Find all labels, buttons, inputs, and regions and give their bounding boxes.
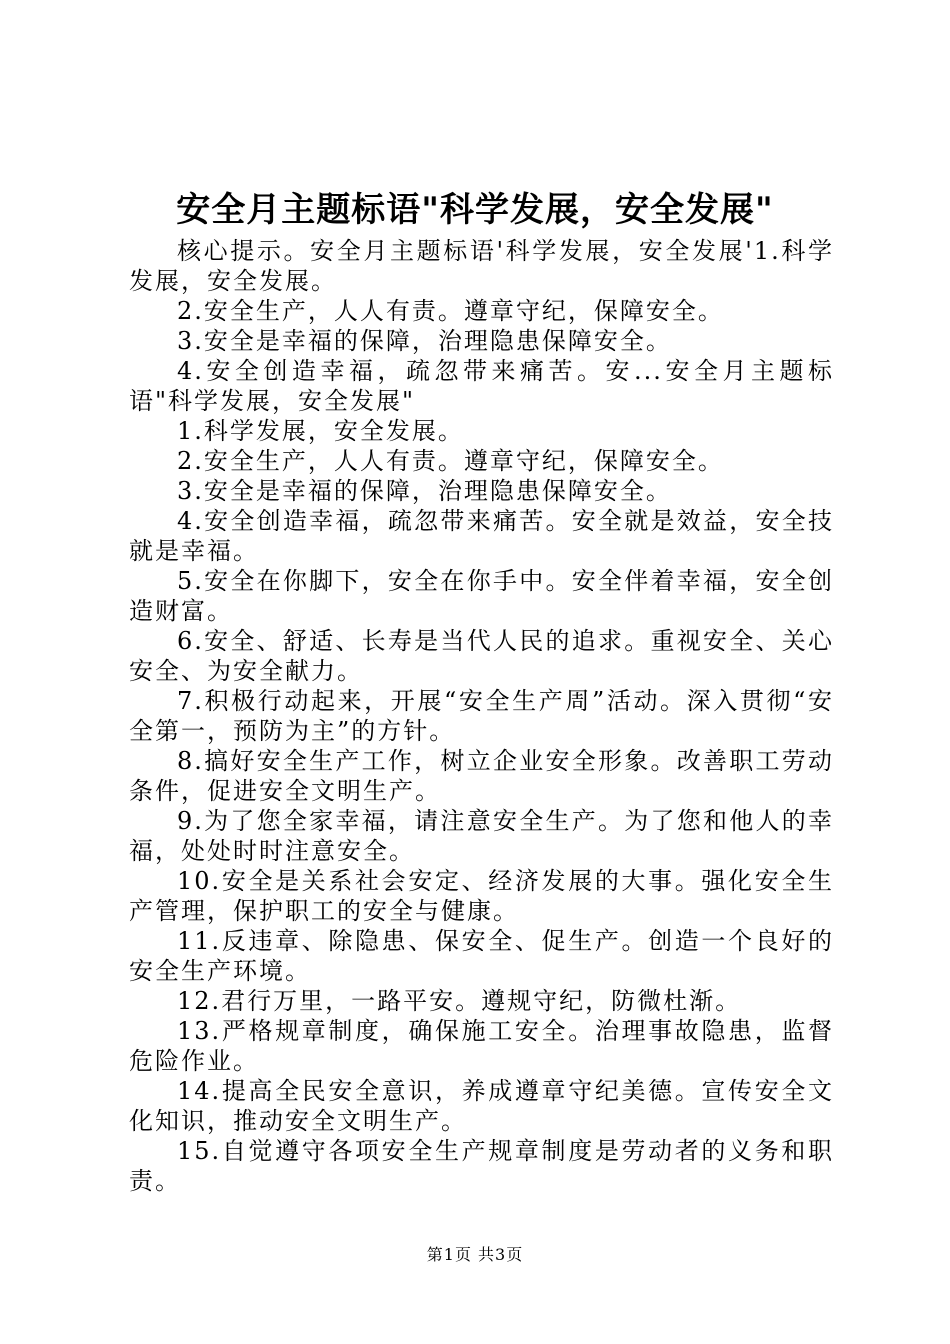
paragraph-11: 7.积极行动起来，开展“安全生产周”活动。深入贯彻“安全第一，预防为主”的方针。: [129, 687, 834, 745]
document-body: [129, 236, 834, 1196]
paragraph-6: 2.安全生产，人人有责。遵章守纪，保障安全。: [177, 447, 724, 475]
page-number-footer: 第1页 共3页: [426, 1245, 524, 1264]
paragraph-4: 4.安全创造幸福，疏忽带来痛苦。安...安全月主题标语"科学发展，安全发展": [129, 357, 834, 415]
paragraph-3: 3.安全是幸福的保障，治理隐患保障安全。: [177, 327, 672, 355]
paragraph-17: 13.严格规章制度，确保施工安全。治理事故隐患，监督危险作业。: [129, 1017, 834, 1075]
paragraph-15: 11.反违章、除隐患、保安全、促生产。创造一个良好的安全生产环境。: [129, 927, 834, 985]
paragraph-19: 15.自觉遵守各项安全生产规章制度是劳动者的义务和职责。: [129, 1137, 834, 1195]
paragraph-8: 4.安全创造幸福，疏忽带来痛苦。安全就是效益，安全技就是幸福。: [129, 507, 834, 565]
paragraph-16: 12.君行万里，一路平安。遵规守纪，防微杜渐。: [177, 987, 742, 1015]
paragraph-7: 3.安全是幸福的保障，治理隐患保障安全。: [177, 477, 672, 505]
document-title: 安全月主题标语"科学发展，安全发展": [176, 190, 774, 230]
paragraph-1: 核心提示。安全月主题标语'科学发展，安全发展'1.科学发展，安全发展。: [129, 237, 834, 295]
paragraph-9: 5.安全在你脚下，安全在你手中。安全伴着幸福，安全创造财富。: [129, 567, 834, 625]
paragraph-14: 10.安全是关系社会安定、经济发展的大事。强化安全生产管理，保护职工的安全与健康。: [129, 867, 834, 925]
paragraph-12: 8.搞好安全生产工作，树立企业安全形象。改善职工劳动条件，促进安全文明生产。: [129, 747, 834, 805]
paragraph-2: 2.安全生产，人人有责。遵章守纪，保障安全。: [177, 297, 724, 325]
paragraph-5: 1.科学发展，安全发展。: [177, 417, 464, 445]
paragraph-18: 14.提高全民安全意识，养成遵章守纪美德。宣传安全文化知识，推动安全文明生产。: [129, 1077, 834, 1135]
paragraph-13: 9.为了您全家幸福，请注意安全生产。为了您和他人的幸福，处处时时注意安全。: [129, 807, 834, 865]
paragraph-10: 6.安全、舒适、长寿是当代人民的追求。重视安全、关心安全、为安全献力。: [129, 627, 834, 685]
